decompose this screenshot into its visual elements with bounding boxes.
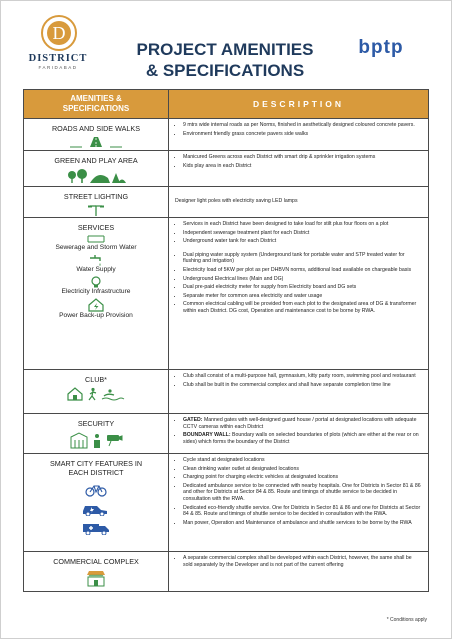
amenity-cell: [24, 218, 169, 370]
row-green: [24, 151, 429, 187]
smart-label-line1: SMART CITY FEATURES IN: [49, 459, 143, 468]
district-logo-mark: [41, 15, 77, 51]
services-item-6: • Underground Electrical lines (Main and DG): [183, 276, 422, 283]
green-item-2: • Kids play area in each District: [183, 163, 422, 170]
smart-item-3: • Charging point for charging electric vehicles at designated locations: [183, 474, 422, 481]
services-sub-sewerage: Sewerage and Storm Water: [55, 244, 137, 251]
club-icons: [66, 387, 126, 401]
smart-item-1: • Cycle stand at designated locations: [183, 457, 422, 464]
description-cell: [169, 151, 429, 187]
header-amenities-line1: AMENITIES &: [70, 94, 122, 103]
services-item-4: • Dual piping water supply system (Underground tank for portable water and STP treated water for flushing and irrigation): [183, 252, 422, 265]
brand-text: bptp: [358, 37, 404, 57]
row-roads: [24, 119, 429, 151]
row-smart-city: [24, 454, 429, 552]
description-cell: [169, 218, 429, 370]
description-cell: [169, 119, 429, 151]
amenity-label-services: SERVICES: [77, 223, 115, 232]
drain-icon: [86, 234, 106, 244]
security-icons: [69, 431, 123, 449]
amenity-label-club: CLUB*: [85, 375, 107, 384]
roads-item-1: • 9 mtrs wide internal roads as per Norms, finished in aesthetically designed coloured concrete pavers.: [183, 122, 422, 129]
security-boundary-label: BOUNDARY WALL:: [183, 432, 231, 439]
amenity-cell: [24, 552, 169, 592]
logo-letter: D: [47, 21, 71, 45]
power-house-icon: [86, 298, 106, 312]
roads-item-2: • Environment friendly grass concrete pavers side walks: [183, 131, 422, 138]
security-item-gated: [183, 417, 422, 430]
bicycle-icon: [85, 483, 107, 497]
description-cell: [169, 187, 429, 218]
table-header-row: [24, 90, 429, 119]
smart-item-6: • Man power, Operation and Maintenance of ambulance and shuttle services to be borne by the RWA: [183, 520, 422, 527]
road-icon: [66, 136, 126, 148]
club-item-1: • Club shall consist of a multi-purpose hall, gymnasium, kitty party room, swimming pool and restaurant: [183, 373, 422, 380]
amenity-cell: [24, 151, 169, 187]
logo-name: DISTRICT: [28, 53, 88, 64]
green-item-1: • Manicured Greens across each District with smart drip & sprinkler irrigation systems: [183, 154, 422, 161]
row-club: [24, 370, 429, 414]
lightbulb-icon: [86, 276, 106, 288]
amenity-cell: [24, 187, 169, 218]
services-item-5: • Electricity load of 5KW per plot as per DHBVN norms, additional load available on chargeable basis: [183, 267, 422, 274]
amenity-label-green: GREEN AND PLAY AREA: [54, 156, 138, 165]
commercial-item-1: • A separate commercial complex shall be developed within each District, however, the same shall be sold separately by the Developer and is not part of the current offering: [183, 555, 422, 568]
row-street-lighting: [24, 187, 429, 218]
title-line-1: PROJECT AMENITIES: [136, 40, 314, 59]
header-amenities-line2: SPECIFICATIONS: [62, 104, 130, 113]
services-item-7: • Dual pre-paid electricity meter for supply from Electricity board and DG sets: [183, 284, 422, 291]
park-icon: [64, 168, 128, 184]
services-sub-power: Power Back-up Provision: [59, 312, 133, 319]
row-commercial: [24, 552, 429, 592]
shop-icon: [85, 569, 107, 587]
description-cell: [169, 454, 429, 552]
bptp-logo: [341, 37, 421, 57]
amenity-cell: [24, 414, 169, 454]
title-line-2: & SPECIFICATIONS: [145, 61, 305, 80]
amenity-cell: [24, 370, 169, 414]
row-services: [24, 218, 429, 370]
electric-car-icon: [81, 502, 111, 516]
ambulance-icon: [81, 521, 111, 535]
amenity-label-street: STREET LIGHTING: [63, 192, 129, 201]
smart-item-4: • Dedicated ambulance service to be connected with nearby hospitals. One for Districts in Sector 81 & 86 and other for Districts at Sector 84 & 85. Route and timings of shuttle service to be decided in consultation with the RWA.: [183, 483, 422, 503]
amenity-label-commercial: COMMERCIAL COMPLEX: [53, 557, 139, 566]
security-item-boundary: [183, 432, 422, 445]
services-item-2: • Independent sewerage treatment plant for each District: [183, 230, 422, 237]
logo-subtitle: FARIDABAD: [38, 65, 78, 70]
club-item-2: • Club shall be built in the commercial complex and shall have separate completion time line: [183, 382, 422, 389]
amenity-label-roads: ROADS AND SIDE WALKS: [51, 124, 140, 133]
description-cell: [169, 370, 429, 414]
services-item-3: • Underground water tank for each District: [183, 238, 422, 245]
header-description: DESCRIPTION: [169, 90, 429, 119]
services-item-1: • Services in each District have been designed to take load for stilt plus four floors on a plot: [183, 221, 422, 228]
smart-item-2: • Clean drinking water outlet at designated locations: [183, 466, 422, 473]
street-text: Designer light poles with electricity saving LED lamps: [175, 198, 298, 205]
description-cell: [169, 414, 429, 454]
water-tap-icon: [86, 254, 106, 266]
street-light-icon: [76, 204, 116, 216]
security-gated-label: GATED:: [183, 417, 203, 423]
conditions-note: * Conditions apply: [386, 617, 427, 623]
amenity-label-smart: [25, 455, 167, 477]
security-boundary-text: Boundary walls on selected boundaries of plots (which are either at the rear or on sides) which forms the boundary of the District: [183, 432, 419, 445]
header-amenities: [24, 90, 169, 119]
amenity-cell: [24, 119, 169, 151]
amenity-label-security: SECURITY: [77, 419, 115, 428]
services-sub-water: Water Supply: [76, 266, 116, 273]
services-item-9: • Common electrical cabling will be provided from each plot to the designated area of DG & transformer within each District. DG cost, Operation and maintenance cost to be borne by RWA.: [183, 301, 422, 314]
services-item-8: • Separate meter for common area electricity and water usage: [183, 293, 422, 300]
security-gated-text: Manned gates with well-designed guard house / portal at designated locations with adequate CCTV cameras within each District: [183, 417, 417, 430]
smart-label-line2: EACH DISTRICT: [68, 468, 124, 477]
row-security: [24, 414, 429, 454]
amenity-cell: [24, 454, 169, 552]
page-title: [125, 39, 325, 81]
smart-item-5: • Dedicated eco-friendly shuttle service. One for Districts in Sector 81 & 86 and one for Districts at Sector 84 & 85. Route and timings of shuttle service to be decided in consultation with the RWA.: [183, 505, 422, 518]
amenities-table: [23, 89, 429, 592]
services-sub-electricity: Electricity Infrastructure: [61, 288, 131, 295]
description-cell: [169, 552, 429, 592]
